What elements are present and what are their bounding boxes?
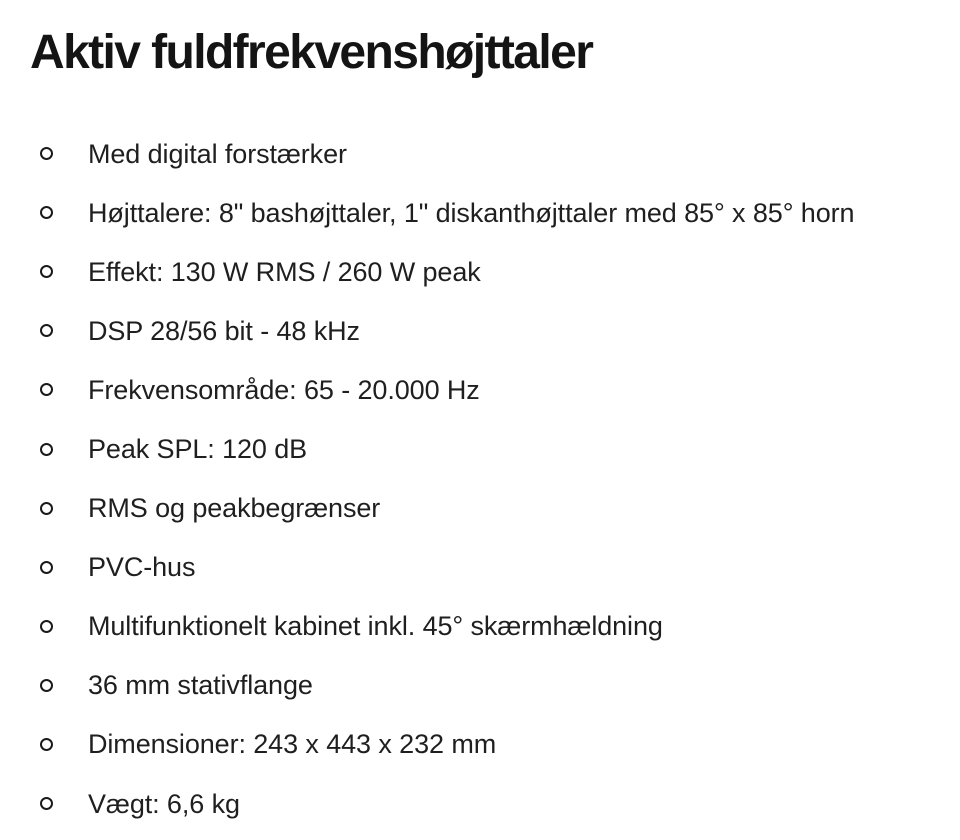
list-item-text: Multifunktionelt kabinet inkl. 45° skærmhældning xyxy=(88,611,663,642)
list-item-text: DSP 28/56 bit - 48 kHz xyxy=(88,315,360,346)
list-item xyxy=(0,656,960,715)
list-item xyxy=(0,360,960,419)
list-item xyxy=(0,597,960,656)
list-item xyxy=(0,419,960,478)
circle-bullet-icon xyxy=(40,443,53,456)
list-item-text: Højttalere: 8" bashøjttaler, 1" diskanthøjttaler med 85° x 85° horn xyxy=(88,197,855,228)
list-item-text: 36 mm stativflange xyxy=(88,670,313,701)
list-item-text: PVC-hus xyxy=(88,552,196,583)
list-item xyxy=(0,124,960,183)
list-item-text: Frekvensområde: 65 - 20.000 Hz xyxy=(88,374,480,405)
list-item xyxy=(0,301,960,360)
list-item-text: Vægt: 6,6 kg xyxy=(88,788,240,819)
list-item xyxy=(0,774,960,833)
circle-bullet-icon xyxy=(40,383,53,396)
circle-bullet-icon xyxy=(40,502,53,515)
list-item xyxy=(0,479,960,538)
list-item xyxy=(0,242,960,301)
circle-bullet-icon xyxy=(40,738,53,751)
circle-bullet-icon xyxy=(40,265,53,278)
page-title: Aktiv fuldfrekvenshøjttaler xyxy=(30,26,593,79)
list-item xyxy=(0,183,960,242)
circle-bullet-icon xyxy=(40,147,53,160)
circle-bullet-icon xyxy=(40,620,53,633)
circle-bullet-icon xyxy=(40,206,53,219)
list-item-text: Peak SPL: 120 dB xyxy=(88,434,308,465)
list-item xyxy=(0,538,960,597)
circle-bullet-icon xyxy=(40,324,53,337)
circle-bullet-icon xyxy=(40,679,53,692)
circle-bullet-icon xyxy=(40,561,53,574)
list-item-text: Effekt: 130 W RMS / 260 W peak xyxy=(88,256,481,287)
list-item-text: Dimensioner: 243 x 443 x 232 mm xyxy=(88,729,497,760)
list-item-text: Med digital forstærker xyxy=(88,138,347,169)
feature-list xyxy=(0,124,960,833)
list-item-text: RMS og peakbegrænser xyxy=(88,493,381,524)
list-item xyxy=(0,715,960,774)
circle-bullet-icon xyxy=(40,797,53,810)
